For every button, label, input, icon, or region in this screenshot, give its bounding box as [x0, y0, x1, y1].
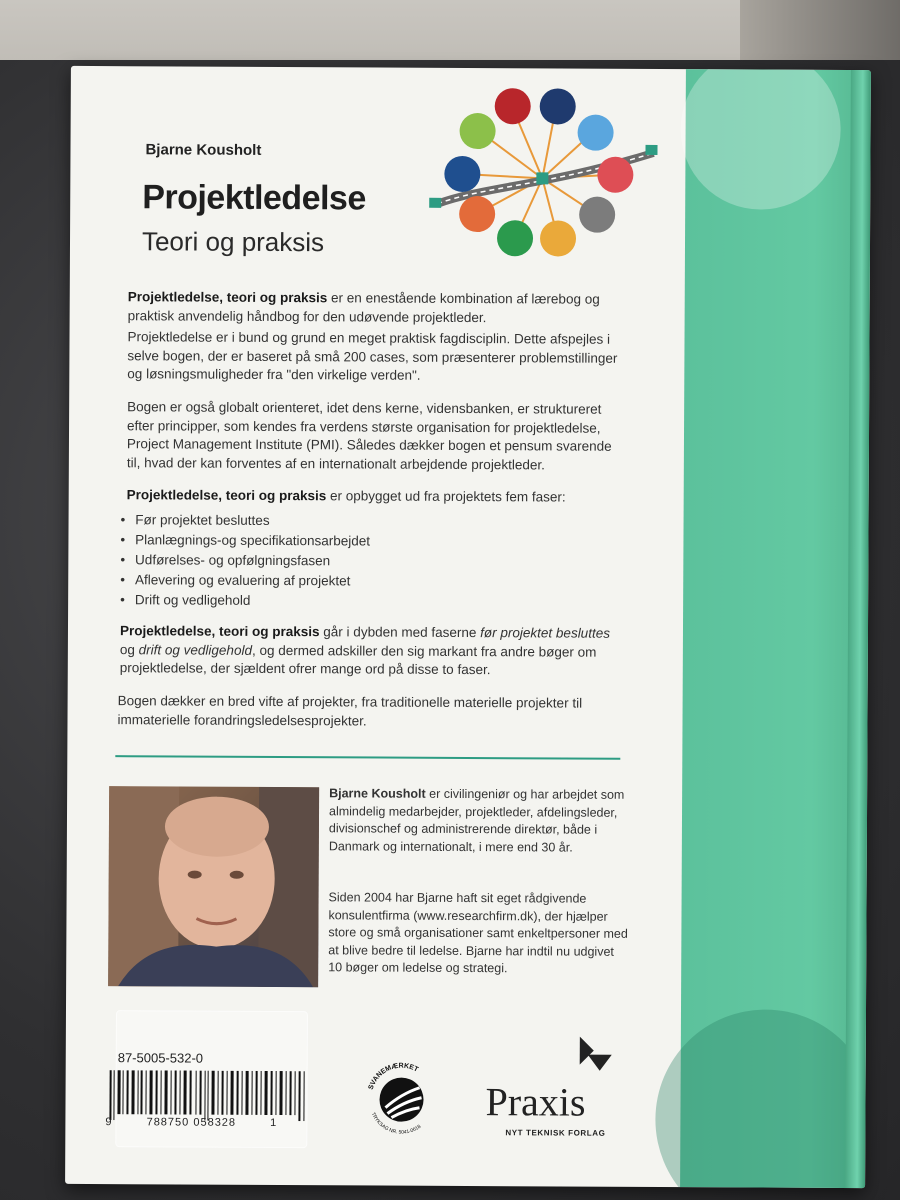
phases-intro-paragraph: [127, 486, 627, 507]
wheel-circle: [495, 88, 531, 124]
spine-decoration-circle: [655, 1009, 871, 1188]
book-back-cover: [65, 66, 871, 1188]
wheel-circle: [459, 196, 495, 232]
bio-text: er civilingeniør og har arbejdet som almindelig medarbejder, projektleder, afdelingsleder, divisionschef og administrerende direktør, både i Danmark og internationalt, i mere end 30 år.: [328, 786, 625, 855]
author-portrait-drawing: [108, 786, 319, 987]
book-name-bold: Projektledelse, teori og praksis: [126, 487, 327, 504]
depth-italic: drift og vedligehold: [138, 641, 253, 658]
depth-paragraph: [120, 622, 625, 680]
book-subtitle: Teori og praksis: [141, 226, 325, 258]
publisher-subtitle: NYT TEKNISK FORLAG: [505, 1128, 606, 1138]
wheel-circle: [444, 156, 480, 192]
book-name-bold: Projektledelse, teori og praksis: [127, 289, 328, 306]
wheel-circle: [540, 88, 576, 124]
range-paragraph: Bogen dækker en bred vifte af projekter, fra traditionelle materielle projekter til immaterielle forandringsledelsesprojekter.: [117, 693, 583, 728]
ecolabel-top-text: SVANEMÆRKET: [367, 1062, 420, 1091]
list-item: • Aflevering og evaluering af projektet: [120, 570, 370, 591]
list-item: • Før projektet besluttes: [121, 510, 371, 531]
ean-digits: [105, 1116, 320, 1129]
project-wheel-logo: [425, 86, 666, 267]
book-name-bold: Projektledelse, teori og praksis: [119, 623, 320, 640]
intro-text: er en enestående kombination af lærebog og praktisk anvendelig håndbog for den udøvende projektleder.: [127, 290, 600, 325]
ean-right-digit: 1: [270, 1116, 278, 1130]
depth-text: , og dermed adskiller den sig markant fra andre bøger om projektledelse, der sjældent ofrer mange ord på disse to faser.: [119, 642, 597, 678]
wheel-circle: [577, 115, 613, 151]
publisher-name: Praxis: [485, 1079, 586, 1125]
swan-ecolabel-icon: [361, 1057, 441, 1137]
author-bio-1: [329, 785, 629, 857]
ean-code: 788750 058328: [146, 1116, 237, 1129]
author-bio-2: Siden 2004 har Bjarne haft sit eget rådgivende konsulentfirma (www.researchfirm.dk), der hjælper store og små organisationer samt enkeltpersoner med at blive bedre til ledelse. Bjarne har indtil nu udgivet 10 bøger om ledelse og strategi.: [328, 890, 628, 976]
phases-intro-text: er opbygget ud fra projektets fem faser:: [326, 488, 566, 505]
cover-content: [65, 66, 686, 1187]
book-title: Projektledelse: [142, 178, 366, 218]
wheel-circle: [579, 197, 615, 233]
book-spine: [680, 69, 871, 1188]
isbn-number: 87-5005-532-0: [117, 1050, 204, 1066]
list-item: • Udførelses- og opfølgningsfasen: [120, 550, 370, 571]
intro-paragraph: [128, 288, 628, 328]
author-name: Bjarne Kousholt: [145, 141, 262, 159]
wheel-circle: [497, 220, 533, 256]
praxis-chevron-icon: [576, 1037, 616, 1075]
ecolabel-bottom-text: TRYKSAG NR. 5041-0618: [369, 1111, 423, 1136]
wheel-circle: [460, 113, 496, 149]
depth-text: går i dybden med faserne: [319, 624, 481, 641]
bio-author-name: Bjarne Kousholt: [329, 786, 426, 801]
global-paragraph: Bogen er også globalt orienteret, idet dens kerne, vidensbanken, er struktureret efter principper, som kendes fra verdens største organisation for projektledelse, Project Management Institute (PMI). Således dækker bogen et pensum svarende til, hvad der kan forventes af en internationalt arbejdende projektleder.: [126, 399, 612, 472]
ean-left-digit: 9: [105, 1116, 113, 1129]
spine-decoration-circle: [680, 66, 841, 210]
phases-list: [120, 510, 370, 611]
wheel-circle: [597, 157, 633, 193]
barcode: [107, 1070, 312, 1121]
practice-paragraph: Projektledelse er i bund og grund en meget praktisk fagdisciplin. Dette afspejles i selve bogen, der er baseret på små 200 cases, som præsenterer problemstillinger og løsningsmuligheder fra "den virkelige verden".: [127, 329, 618, 383]
section-divider: [115, 755, 620, 760]
author-photo: [108, 786, 319, 987]
depth-italic: før projektet besluttes: [480, 625, 611, 641]
wheel-circle: [540, 220, 576, 256]
list-item: • Planlægnings-og specifikationsarbejdet: [120, 530, 370, 551]
list-item: • Drift og vedligehold: [120, 590, 370, 611]
depth-text: og: [119, 641, 139, 657]
